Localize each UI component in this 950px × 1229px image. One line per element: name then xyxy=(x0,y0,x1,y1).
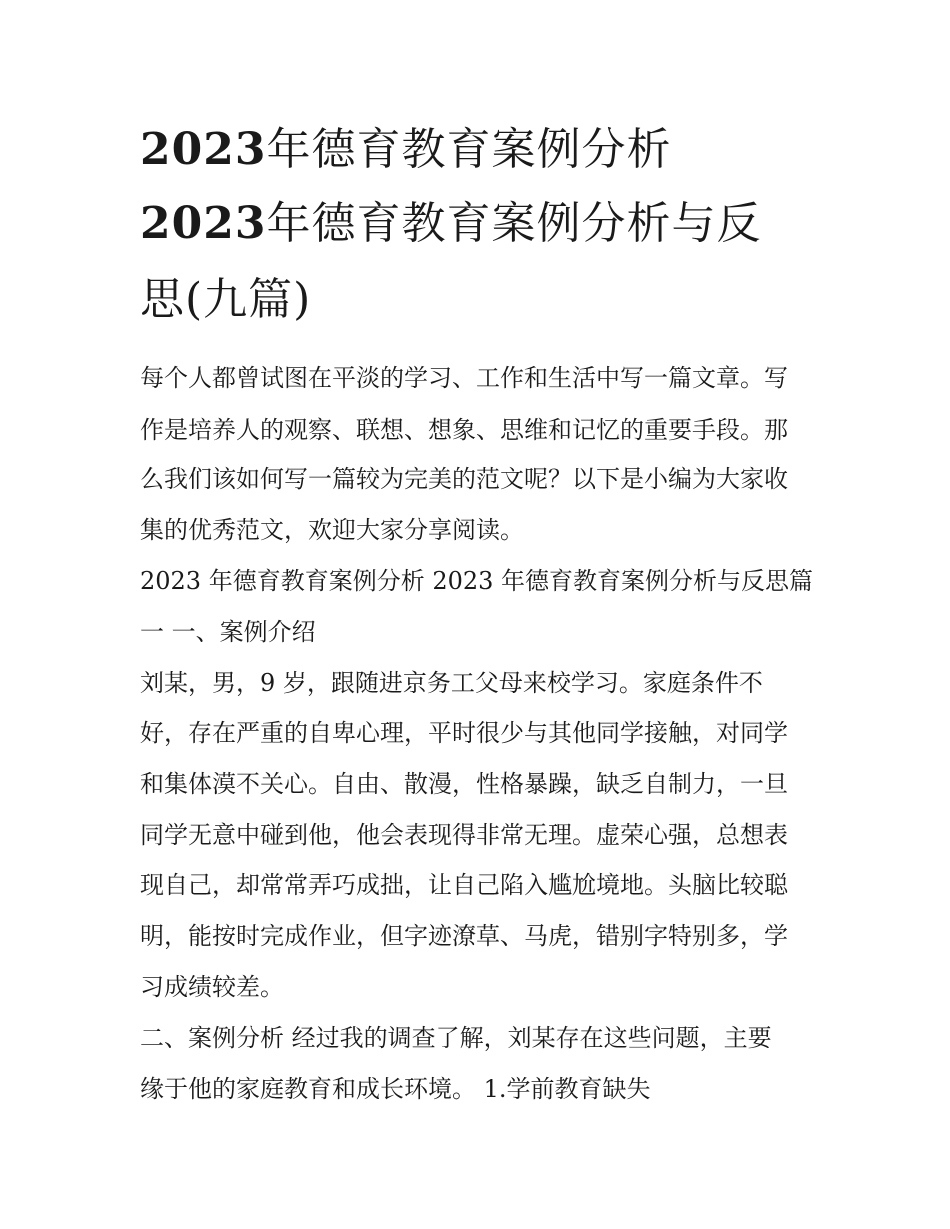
title-text: 年德育教育案例分析 xyxy=(266,124,672,175)
title-text: 思(九篇) xyxy=(140,274,312,325)
body-line: 么我们该如何写一篇较为完美的范文呢？以下是小编为大家收 xyxy=(140,465,788,493)
body-line: 2023 年德育教育案例分析 2023 年德育教育案例分析与反思篇 xyxy=(140,567,814,595)
title-text: 年德育教育案例分析与反 xyxy=(266,198,762,249)
body-line: 和集体漠不关心。自由、散漫，性格暴躁，缺乏自制力，一旦 xyxy=(140,770,788,798)
body-line: 作是培养人的观察、联想、想象、思维和记忆的重要手段。那 xyxy=(140,416,788,444)
body-line: 同学无意中碰到他，他会表现得非常无理。虚荣心强，总想表 xyxy=(140,821,788,849)
body-line: 习成绩较差。 xyxy=(140,973,284,1001)
body-line: 现自己，却常常弄巧成拙，让自己陷入尴尬境地。头脑比较聪 xyxy=(140,871,788,899)
body-line: 一 一、案例介绍 xyxy=(140,618,316,646)
body-line: 缘于他的家庭教育和成长环境。 1.学前教育缺失 xyxy=(140,1075,651,1103)
body-line: 好，存在严重的自卑心理，平时很少与其他同学接触，对同学 xyxy=(140,719,788,747)
body-line: 刘某，男，9 岁，跟随进京务工父母来校学习。家庭条件不 xyxy=(140,669,763,697)
document-title-line-2 xyxy=(140,198,762,249)
body-line: 每个人都曾试图在平淡的学习、工作和生活中写一篇文章。写 xyxy=(140,364,788,392)
document-title-line-1 xyxy=(140,124,672,175)
title-year: 2023 xyxy=(140,198,267,249)
body-line: 二、案例分析 经过我的调查了解，刘某存在这些问题，主要 xyxy=(140,1024,772,1052)
body-line: 明，能按时完成作业，但字迹潦草、马虎，错别字特别多，学 xyxy=(140,922,788,950)
document-title-line-3 xyxy=(140,274,312,325)
title-year: 2023 xyxy=(140,124,267,175)
body-line: 集的优秀范文，欢迎大家分享阅读。 xyxy=(140,516,524,544)
